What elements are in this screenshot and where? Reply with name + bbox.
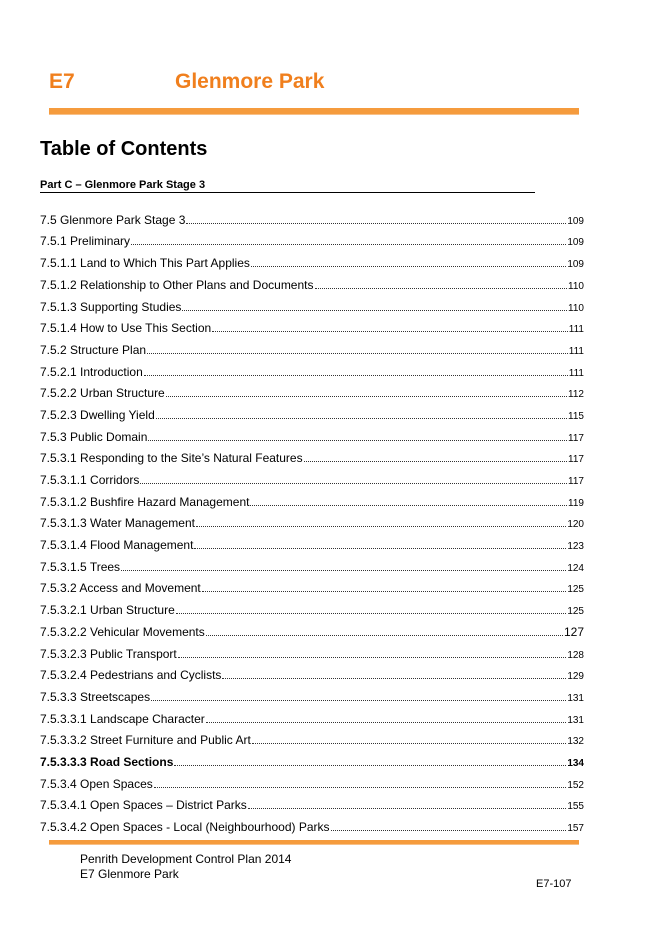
toc-entry[interactable] bbox=[40, 819, 584, 841]
toc-entry-label: 7.5 Glenmore Park Stage 3 bbox=[40, 212, 186, 227]
toc-entry[interactable] bbox=[40, 711, 584, 733]
toc-entry[interactable] bbox=[40, 516, 584, 538]
toc-entry[interactable] bbox=[40, 667, 584, 689]
toc-entry-label: 7.5.3.3 Streetscapes bbox=[40, 689, 151, 704]
toc-entry-page: 129 bbox=[567, 671, 584, 683]
toc-entry-current[interactable] bbox=[40, 754, 584, 776]
toc-leader bbox=[176, 602, 567, 614]
toc-entry-label: 7.5.3.2.1 Urban Structure bbox=[40, 603, 175, 618]
toc-entry[interactable] bbox=[40, 429, 584, 451]
toc-leader bbox=[147, 342, 568, 354]
toc-entry-label: 7.5.3.2.2 Vehicular Movements bbox=[40, 624, 205, 639]
toc-entry[interactable] bbox=[40, 255, 584, 277]
toc-entry-page: 110 bbox=[568, 280, 584, 292]
toc-entry-label: 7.5.3.3.1 Landscape Character bbox=[40, 711, 205, 726]
toc-leader bbox=[166, 386, 567, 398]
toc-entry[interactable] bbox=[40, 537, 584, 559]
toc-entry-label: 7.5.3.1.5 Trees bbox=[40, 559, 121, 574]
toc-leader bbox=[206, 624, 563, 636]
toc-entry-label: 7.5.2 Structure Plan bbox=[40, 342, 147, 357]
toc-entry-page: 125 bbox=[567, 584, 584, 596]
toc-entry[interactable] bbox=[40, 559, 584, 581]
toc-entry[interactable] bbox=[40, 451, 584, 473]
toc-entry-page: 128 bbox=[567, 649, 584, 661]
toc-leader bbox=[331, 819, 567, 831]
toc-leader bbox=[202, 581, 567, 593]
footer-divider bbox=[49, 840, 579, 845]
toc-entry-label: 7.5.3.2.4 Pedestrians and Cyclists bbox=[40, 668, 222, 683]
page-number: E7-107 bbox=[536, 878, 572, 890]
toc-leader bbox=[151, 689, 566, 701]
toc-entry-page: 119 bbox=[568, 497, 584, 509]
toc-entry[interactable] bbox=[40, 733, 584, 755]
toc-entry-label: 7.5.3 Public Domain bbox=[40, 429, 148, 444]
chapter-code: E7 bbox=[49, 70, 75, 93]
toc-entry-label: 7.5.3.4.1 Open Spaces – District Parks bbox=[40, 798, 247, 813]
toc-entry-page: 109 bbox=[567, 237, 584, 249]
toc-entry-label: 7.5.1.4 How to Use This Section bbox=[40, 321, 212, 336]
toc-entry[interactable] bbox=[40, 299, 584, 321]
toc-entry-label: 7.5.1.3 Supporting Studies bbox=[40, 299, 182, 314]
part-heading: Part C – Glenmore Park Stage 3 bbox=[40, 179, 535, 193]
toc-entry[interactable] bbox=[40, 320, 584, 342]
toc-entry-page: 125 bbox=[567, 606, 584, 618]
toc-leader bbox=[222, 667, 566, 679]
toc-leader bbox=[212, 320, 568, 332]
toc-leader bbox=[304, 451, 567, 463]
toc-leader bbox=[131, 234, 566, 246]
toc-entry[interactable] bbox=[40, 798, 584, 820]
toc-entry-label: 7.5.3.2.3 Public Transport bbox=[40, 646, 177, 661]
toc-leader bbox=[248, 798, 567, 810]
toc-leader bbox=[206, 711, 567, 723]
toc-leader bbox=[250, 494, 567, 506]
toc-leader bbox=[148, 429, 567, 441]
toc-entry[interactable] bbox=[40, 581, 584, 603]
toc-entry-label: 7.5.1 Preliminary bbox=[40, 234, 131, 249]
toc-entry[interactable] bbox=[40, 646, 584, 668]
toc-heading: Table of Contents bbox=[40, 138, 208, 160]
toc-entry-label: 7.5.3.1.4 Flood Management bbox=[40, 538, 194, 553]
toc-entry-page: 109 bbox=[567, 215, 584, 227]
toc-entry-label: 7.5.3.1.2 Bushfire Hazard Management bbox=[40, 494, 250, 509]
header-divider bbox=[49, 108, 579, 115]
toc-entry-page: 111 bbox=[568, 367, 584, 379]
toc-entry-page: 157 bbox=[567, 823, 584, 835]
toc-entry-label: 7.5.3.3.2 Street Furniture and Public Art bbox=[40, 733, 251, 748]
toc-entry-label: 7.5.1.1 Land to Which This Part Applies bbox=[40, 256, 250, 271]
toc-entry-page: 134 bbox=[567, 757, 584, 769]
toc-entry-page: 115 bbox=[568, 410, 584, 422]
toc-entry-label: 7.5.2.1 Introduction bbox=[40, 364, 143, 379]
toc-leader bbox=[186, 212, 566, 224]
toc-entry[interactable] bbox=[40, 277, 584, 299]
toc-leader bbox=[196, 516, 566, 528]
toc-entry-page: 131 bbox=[567, 692, 584, 704]
toc-entry-page: 110 bbox=[568, 302, 584, 314]
toc-entry-label: 7.5.2.2 Urban Structure bbox=[40, 386, 165, 401]
toc-entry[interactable] bbox=[40, 342, 584, 364]
toc-leader bbox=[154, 776, 567, 788]
toc-entry[interactable] bbox=[40, 234, 584, 256]
toc-entry[interactable] bbox=[40, 386, 584, 408]
toc-entry-page: 155 bbox=[567, 801, 584, 813]
toc-entry-page: 123 bbox=[567, 541, 584, 553]
toc-entry-page: 117 bbox=[568, 454, 584, 466]
toc-leader bbox=[315, 277, 568, 289]
toc-entry[interactable] bbox=[40, 407, 584, 429]
toc-entry-page: 131 bbox=[567, 714, 584, 726]
toc-entry-page: 132 bbox=[567, 736, 584, 748]
toc-leader bbox=[140, 472, 567, 484]
toc-entry[interactable] bbox=[40, 689, 584, 711]
toc-leader bbox=[182, 299, 567, 311]
toc-leader bbox=[156, 407, 567, 419]
toc-entry-page: 117 bbox=[568, 476, 584, 488]
toc-entry-page: 111 bbox=[568, 345, 584, 357]
toc-entry-label: 7.5.3.4 Open Spaces bbox=[40, 776, 153, 791]
toc-leader bbox=[194, 537, 566, 549]
toc-entry-page: 127 bbox=[563, 624, 584, 639]
toc-list bbox=[40, 212, 584, 841]
toc-entry-label: 7.5.3.1.1 Corridors bbox=[40, 473, 140, 488]
toc-entry[interactable] bbox=[40, 494, 584, 516]
toc-leader bbox=[144, 364, 568, 376]
toc-entry-label: 7.5.3.2 Access and Movement bbox=[40, 581, 201, 596]
toc-entry[interactable] bbox=[40, 776, 584, 798]
toc-entry[interactable] bbox=[40, 364, 584, 386]
footer-section-title: E7 Glenmore Park bbox=[80, 867, 179, 881]
toc-entry-page: 124 bbox=[567, 562, 584, 574]
toc-entry-label: 7.5.3.1 Responding to the Site’s Natural Features bbox=[40, 451, 303, 466]
footer-document-title: Penrith Development Control Plan 2014 bbox=[80, 852, 292, 866]
toc-entry[interactable] bbox=[40, 472, 584, 494]
toc-entry-page: 111 bbox=[568, 324, 584, 336]
toc-entry[interactable] bbox=[40, 602, 584, 624]
toc-entry-page: 117 bbox=[568, 432, 584, 444]
toc-leader bbox=[174, 754, 566, 766]
toc-entry-page: 112 bbox=[568, 389, 584, 401]
toc-entry-label: 7.5.3.3.3 Road Sections bbox=[40, 754, 174, 769]
toc-leader bbox=[121, 559, 566, 571]
toc-leader bbox=[178, 646, 567, 658]
toc-entry-label: 7.5.2.3 Dwelling Yield bbox=[40, 407, 155, 422]
toc-leader bbox=[252, 733, 567, 745]
toc-entry[interactable] bbox=[40, 212, 584, 234]
toc-entry-label: 7.5.3.1.3 Water Management bbox=[40, 516, 195, 531]
chapter-title: Glenmore Park bbox=[175, 70, 325, 93]
toc-entry-page: 109 bbox=[567, 259, 584, 271]
toc-entry-label: 7.5.1.2 Relationship to Other Plans and Documents bbox=[40, 277, 314, 292]
toc-leader bbox=[251, 255, 566, 267]
toc-entry-label: 7.5.3.4.2 Open Spaces - Local (Neighbourhood) Parks bbox=[40, 820, 330, 835]
toc-entry-page: 152 bbox=[567, 779, 584, 791]
toc-entry-page: 120 bbox=[567, 519, 584, 531]
toc-entry[interactable] bbox=[40, 624, 584, 646]
